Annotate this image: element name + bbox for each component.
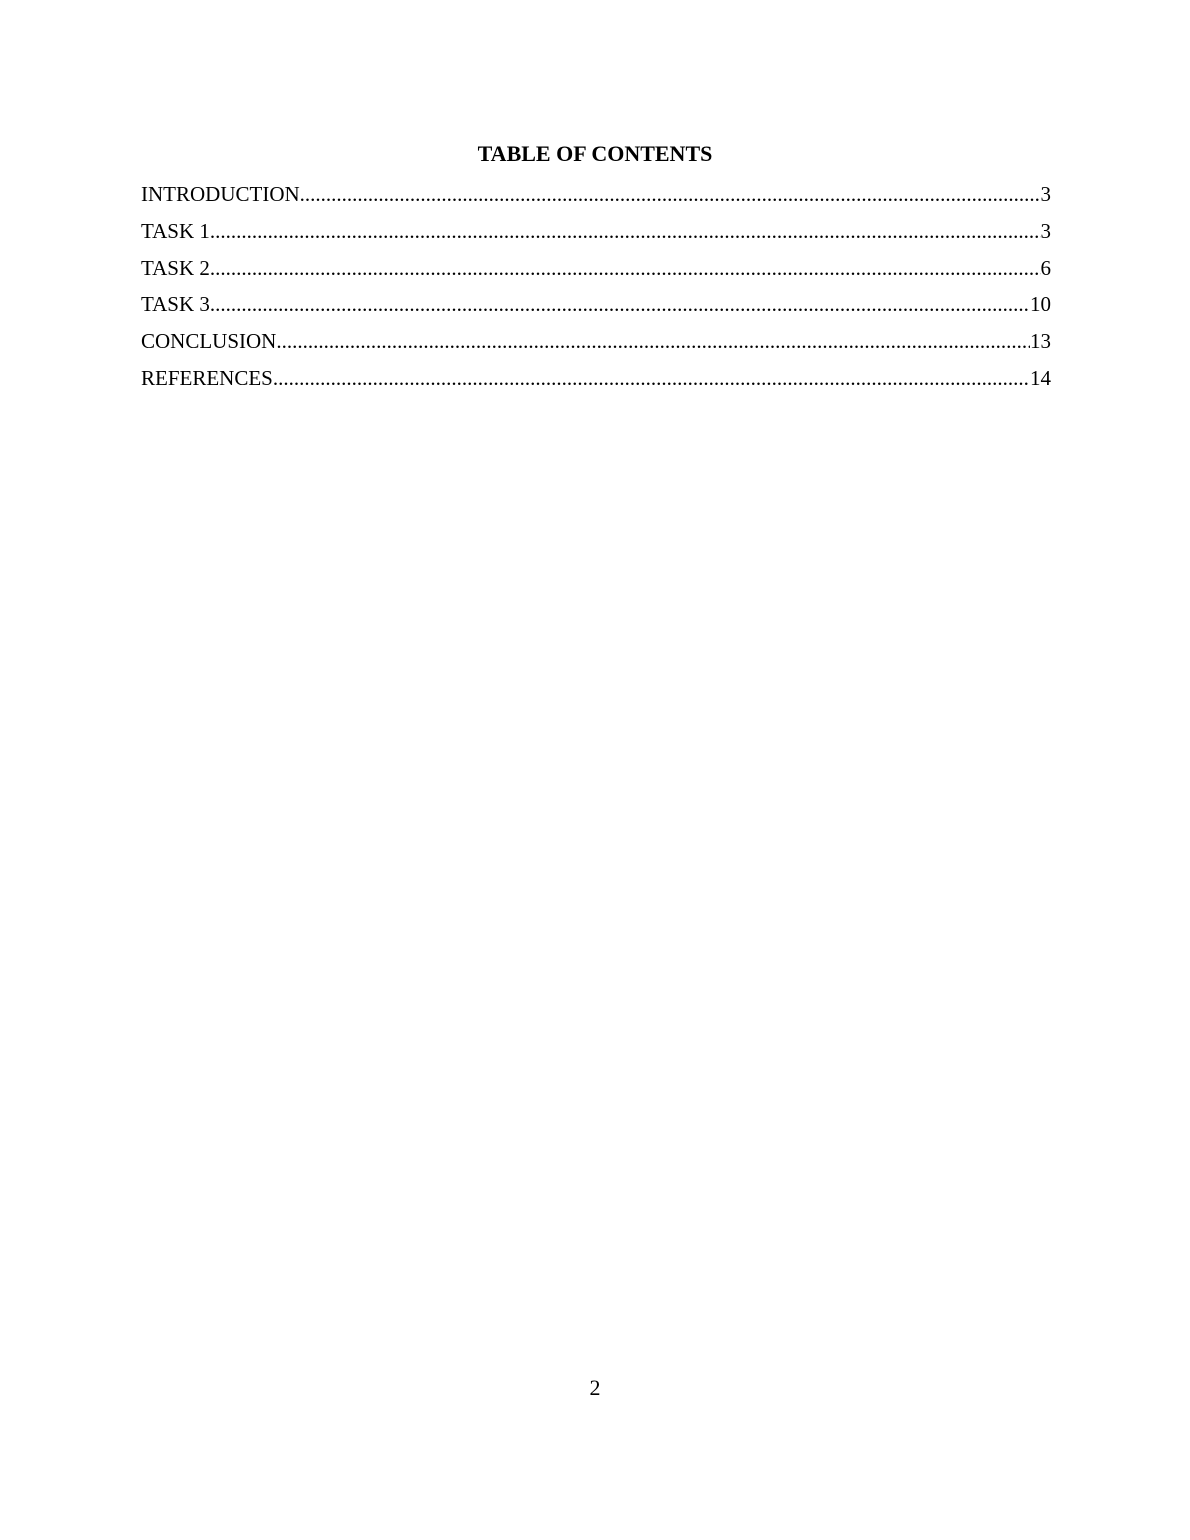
toc-entry-task-3[interactable] [141, 290, 1051, 327]
toc-dot-leader [210, 254, 1041, 282]
toc-entry-page: 10 [1030, 292, 1051, 317]
toc-entry-page: 14 [1030, 365, 1051, 390]
toc-entry-page: 3 [1040, 218, 1051, 243]
toc-dot-leader [273, 364, 1030, 392]
toc-list [141, 180, 1051, 401]
page-number: 2 [589, 1375, 601, 1400]
toc-title: TABLE OF CONTENTS [477, 141, 713, 166]
toc-entry-label: CONCLUSION [141, 329, 277, 354]
toc-entry-label: TASK 3 [141, 292, 210, 317]
toc-entry-task-1[interactable] [141, 217, 1051, 254]
toc-entry-label: REFERENCES [141, 365, 273, 390]
toc-entry-introduction[interactable] [141, 180, 1051, 217]
toc-dot-leader [300, 180, 1041, 208]
toc-entry-page: 13 [1030, 329, 1051, 354]
toc-entry-label: TASK 2 [141, 255, 210, 280]
toc-dot-leader [210, 217, 1041, 245]
toc-entry-page: 3 [1040, 182, 1051, 206]
toc-entry-label: INTRODUCTION [141, 182, 300, 206]
toc-entry-task-2[interactable] [141, 254, 1051, 291]
toc-entry-label: TASK 1 [141, 218, 210, 243]
toc-entry-references[interactable] [141, 364, 1051, 401]
toc-entry-page: 6 [1040, 255, 1051, 280]
toc-dot-leader [276, 327, 1030, 355]
toc-dot-leader [210, 290, 1030, 318]
toc-entry-conclusion[interactable] [141, 327, 1051, 364]
